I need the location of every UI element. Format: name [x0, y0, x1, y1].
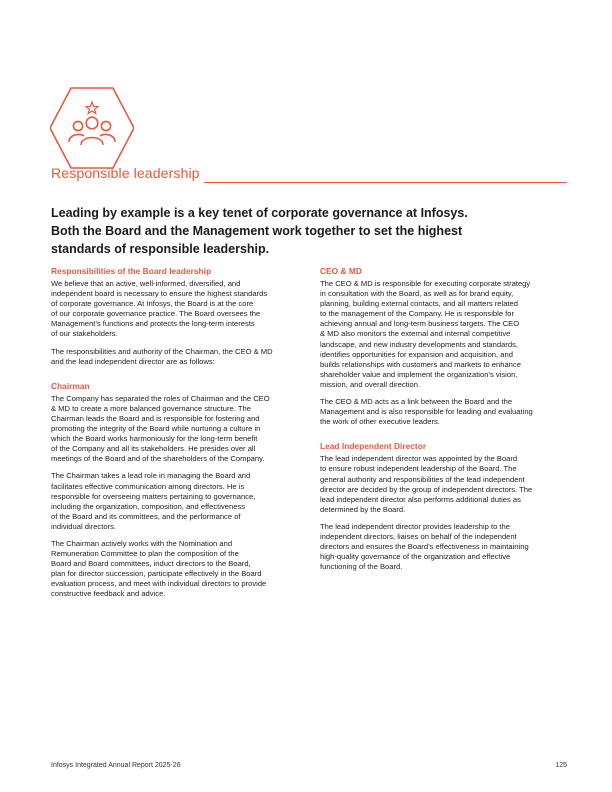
paragraph: [51, 279, 301, 340]
paragraph: [51, 471, 301, 532]
text-line: general authority and responsibilities of the lead independent: [320, 474, 525, 484]
board-leadership-heading: Responsibilities of the Board leadership: [51, 266, 212, 276]
leadership-hexagon-icon: [50, 86, 134, 170]
lead-line: Both the Board and the Management work together to set the highest: [51, 224, 463, 238]
text-line: shareholder value and implement the organization’s vision,: [320, 369, 518, 379]
text-line: determined by the Board.: [320, 504, 406, 514]
text-line: mission, and overall direction.: [320, 379, 421, 389]
text-line: the work of other executive leaders.: [320, 417, 440, 427]
page-number: 125: [555, 762, 567, 769]
text-line: promoting the integrity of the Board while nurturing a culture in: [51, 424, 261, 434]
text-line: lead independent director also performs additional duties as: [320, 494, 521, 504]
lead-line: standards of responsible leadership.: [51, 242, 270, 256]
text-line: The Company has separated the roles of Chairman and the CEO: [51, 393, 270, 403]
text-line: of corporate governance. At Infosys, the Board is at the core: [51, 299, 254, 309]
text-line: evaluation process, and meet with individual directors to provide: [51, 579, 267, 589]
text-line: We believe that an active, well-informed, diversified, and: [51, 279, 241, 288]
text-line: The lead independent director was appointed by the Board: [320, 454, 518, 464]
text-line: Board and Board committees, induct directors to the Board,: [51, 559, 251, 569]
paragraph: [51, 394, 301, 465]
text-line: plan for director succession, participate effectively in the Board: [51, 569, 262, 579]
text-line: of the Company and all its stakeholders. He presides over all: [51, 444, 256, 454]
report-name: Infosys Integrated Annual Report 2025-26: [51, 762, 181, 769]
text-line: responsible for overseeing matters pertaining to governance,: [51, 491, 256, 501]
text-line: of our corporate governance practice. The Board oversees the: [51, 309, 261, 319]
text-line: independent board is necessary to ensure the highest standards: [51, 289, 268, 299]
text-line: Remuneration Committee to plan the composition of the: [51, 549, 239, 559]
paragraph: [320, 397, 570, 427]
right-column: [320, 266, 570, 579]
text-line: to the management of the Company. He is responsible for: [320, 309, 515, 319]
lead-line: Leading by example is a key tenet of corporate governance at Infosys.: [51, 206, 468, 220]
text-line: The responsibilities and authority of the Chairman, the CEO & MD: [51, 346, 273, 356]
text-line: director are decided by the group of independent directors. The: [320, 484, 533, 494]
paragraph: [320, 279, 570, 390]
title-divider: [204, 182, 567, 183]
text-line: The Chairman takes a lead role in managing the Board and: [51, 471, 251, 481]
text-line: independent directors, liaises on behalf of the independent: [320, 531, 517, 541]
text-line: high-quality governance of the organization and effective: [320, 552, 511, 562]
paragraph: [51, 347, 301, 367]
text-line: Chairman leads the Board and is responsible for fostering and: [51, 413, 260, 423]
text-line: and the lead independent director are as follows:: [51, 356, 215, 366]
text-line: of our stakeholders.: [51, 329, 118, 339]
lead-independent-director-heading: Lead Independent Director: [320, 441, 427, 452]
text-line: planning, building external contacts, and all matters related: [320, 299, 518, 309]
chairman-heading: Chairman: [51, 380, 90, 391]
text-line: builds relationships with customers and markets to enhance: [320, 359, 521, 369]
text-line: landscape, and new industry developments and standards,: [320, 339, 518, 349]
paragraph: [51, 539, 301, 600]
paragraph: [320, 454, 570, 515]
text-line: & MD to create a more balanced governance structure. The: [51, 403, 251, 413]
text-line: The CEO & MD is responsible for executing corporate strategy: [320, 279, 531, 288]
text-line: directors and ensures the Board’s effectiveness in maintaining: [320, 542, 529, 552]
text-line: functioning of the Board.: [320, 562, 403, 572]
left-column: [51, 266, 301, 607]
text-line: identifies opportunities for expansion and acquisition, and: [320, 349, 513, 359]
text-line: to ensure robust independent leadership of the Board. The: [320, 464, 517, 474]
text-line: achieving annual and long-term business targets. The CEO: [320, 319, 520, 329]
section-title: Responsible leadership: [51, 166, 200, 182]
paragraph: [320, 522, 570, 572]
ceo-md-heading: CEO & MD: [320, 266, 362, 276]
text-line: Management and is also responsible for leading and evaluating: [320, 407, 533, 417]
text-line: which the Board works harmoniously for the long-term benefit: [51, 434, 258, 444]
text-line: The lead independent director provides leadership to the: [320, 521, 510, 531]
text-line: Management’s functions and protects the long-term interests: [51, 319, 255, 329]
text-line: facilitates effective communication among directors. He is: [51, 481, 245, 491]
text-line: including the organization, composition, and effectiveness: [51, 501, 246, 511]
text-line: The CEO & MD acts as a link between the Board and the: [320, 397, 513, 407]
text-line: & MD also monitors the external and internal competitive: [320, 329, 511, 339]
text-line: The Chairman actively works with the Nomination and: [51, 538, 233, 548]
text-line: meetings of the Board and of the shareholders of the Company.: [51, 454, 265, 464]
text-line: in consultation with the Board, as well as for brand equity,: [320, 289, 514, 299]
text-line: of the Board and its committees, and the performance of: [51, 511, 241, 521]
text-line: constructive feedback and advice.: [51, 589, 166, 599]
lead-statement: [51, 204, 491, 258]
text-line: individual directors.: [51, 521, 116, 531]
